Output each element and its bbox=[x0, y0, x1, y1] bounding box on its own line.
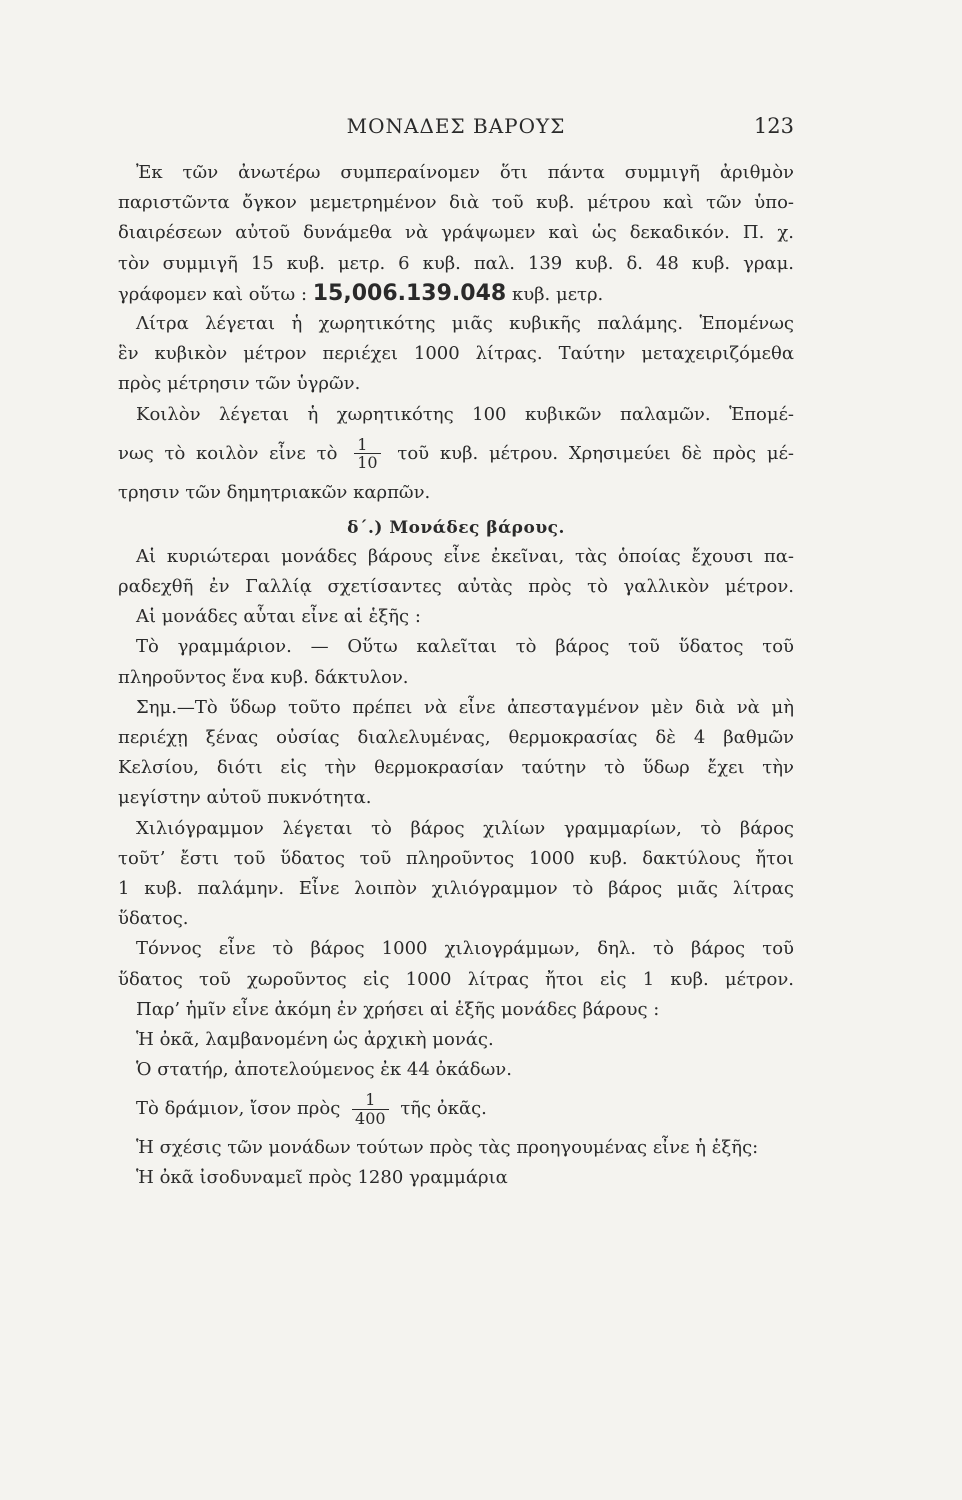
text-line: Λίτρα λέγεται ἡ χωρητικότης μιᾶς κυβικῆς παλάμης. Ἑπομένως bbox=[136, 312, 794, 334]
text-line bbox=[118, 1085, 794, 1133]
text-line: Σημ.—Τὸ ὕδωρ τοῦτο πρέπει νὰ εἶνε ἀπεσταγμένον μὲν διὰ νὰ μὴ bbox=[136, 696, 794, 718]
page-number: 123 bbox=[753, 114, 794, 138]
text-line: Κοιλὸν λέγεται ἡ χωρητικότης 100 κυβικῶν παλαμῶν. Ἑπομέ- bbox=[136, 403, 794, 425]
text-line: Ἐκ τῶν ἀνωτέρω συμπεραίνομεν ὅτι πάντα συμμιγῆ ἀριθμὸν bbox=[136, 162, 794, 183]
decimal-number: 15,006.139.048 bbox=[312, 280, 507, 306]
text-line: περιέχῃ ξένας οὐσίας διαλελυμένας, θερμοκρασίας δὲ 4 βαθμῶν bbox=[118, 727, 794, 748]
text-line: Παρ’ ἡμῖν εἶνε ἀκόμη ἐν χρήσει αἱ ἑξῆς μονάδες βάρους : bbox=[136, 998, 660, 1020]
text-line: 1 κυβ. παλάμην. Εἶνε λοιπὸν χιλιόγραμμον τὸ βάρος μιᾶς λίτρας bbox=[118, 877, 794, 899]
text-line: διαιρέσεων αὐτοῦ δυνάμεθα νὰ γράψωμεν καὶ ὡς δεκαδικόν. Π. χ. bbox=[118, 222, 794, 244]
text-line: Ἡ ὀκᾶ, λαμβανομένη ὡς ἀρχικὴ μονάς. bbox=[136, 1028, 494, 1050]
fraction bbox=[354, 436, 380, 472]
fraction-numerator: 1 bbox=[354, 436, 380, 455]
fraction-denominator: 10 bbox=[357, 453, 378, 473]
text-line: ὕδατος τοῦ χωροῦντος εἰς 1000 λίτρας ἤτοι εἰς 1 κυβ. μέτρον. bbox=[118, 968, 794, 990]
section-heading: δ΄.) Μονάδες βάρους. bbox=[347, 517, 565, 538]
text-line: Αἱ κυριώτεραι μονάδες βάρους εἶνε ἐκεῖναι, τὰς ὁποίας ἔχουσι πα- bbox=[136, 545, 794, 567]
text-line: ἓν κυβικὸν μέτρον περιέχει 1000 λίτρας. Ταύτην μεταχειριζόμεθα bbox=[118, 343, 794, 365]
text-line bbox=[118, 279, 794, 309]
text-fragment: τοῦ κυβ. μέτρου. Χρησιμεύει δὲ πρὸς μέ- bbox=[397, 442, 794, 464]
fraction-numerator: 1 bbox=[352, 1091, 389, 1110]
text-line: Τὸ γραμμάριον. — Οὕτω καλεῖται τὸ βάρος τοῦ ὕδατος τοῦ bbox=[136, 636, 794, 658]
text-fragment: τῆς ὀκᾶς. bbox=[400, 1098, 487, 1120]
text-line bbox=[118, 430, 794, 478]
text-line: πρὸς μέτρησιν τῶν ὑγρῶν. bbox=[118, 373, 361, 395]
text-line: ραδεχθῆ ἐν Γαλλίᾳ σχετίσαντες αὐτὰς πρὸς τὸ γαλλικὸν μέτρον. bbox=[118, 576, 794, 598]
text-fragment: Τὸ δράμιον, ἴσον πρὸς bbox=[136, 1098, 341, 1120]
text-line: Ἡ σχέσις τῶν μονάδων τούτων πρὸς τὰς προηγουμένας εἶνε ἡ ἑξῆς: bbox=[136, 1137, 759, 1159]
text-line: Χιλιόγραμμον λέγεται τὸ βάρος χιλίων γραμμαρίων, τὸ βάρος bbox=[136, 817, 794, 839]
text-line: πληροῦντος ἕνα κυβ. δάκτυλον. bbox=[118, 666, 409, 688]
text-line: Ὁ στατήρ, ἀποτελούμενος ἐκ 44 ὀκάδων. bbox=[136, 1059, 512, 1081]
text-line: Τόννος εἶνε τὸ βάρος 1000 χιλιογράμμων, δηλ. τὸ βάρος τοῦ bbox=[136, 938, 794, 960]
running-title: ΜΟΝΑΔΕΣ ΒΑΡΟΥΣ bbox=[346, 114, 566, 138]
fraction bbox=[352, 1091, 389, 1127]
fraction-denominator: 400 bbox=[355, 1108, 386, 1128]
text-fragment: νως τὸ κοιλὸν εἶνε τὸ bbox=[118, 442, 338, 464]
text-line: ὕδατος. bbox=[118, 908, 189, 930]
text-fragment: κυβ. μετρ. bbox=[511, 283, 604, 305]
text-line: τρησιν τῶν δημητριακῶν καρπῶν. bbox=[118, 481, 431, 503]
text-line: Αἱ μονάδες αὗται εἶνε αἱ ἑξῆς : bbox=[136, 606, 421, 628]
text-line: Ἡ ὀκᾶ ἰσοδυναμεῖ πρὸς 1280 γραμμάρια bbox=[136, 1167, 508, 1189]
page-header bbox=[118, 114, 794, 144]
body-text bbox=[118, 158, 794, 1194]
text-line: μεγίστην αὐτοῦ πυκνότητα. bbox=[118, 787, 372, 809]
text-line: παριστῶντα ὄγκον μεμετρημένον διὰ τοῦ κυβ. μέτρου καὶ τῶν ὑπο- bbox=[118, 192, 794, 214]
text-fragment: γράφομεν καὶ οὕτω : bbox=[118, 283, 308, 305]
text-line: Κελσίου, διότι εἰς τὴν θερμοκρασίαν ταύτην τὸ ὕδωρ ἔχει τὴν bbox=[118, 757, 794, 779]
text-line: τοῦτ’ ἔστι τοῦ ὕδατος τοῦ πληροῦντος 1000 κυβ. δακτύλους ἤτοι bbox=[118, 847, 794, 869]
text-line: τὸν συμμιγῆ 15 κυβ. μετρ. 6 κυβ. παλ. 139 κυβ. δ. 48 κυβ. γραμ. bbox=[118, 252, 794, 274]
